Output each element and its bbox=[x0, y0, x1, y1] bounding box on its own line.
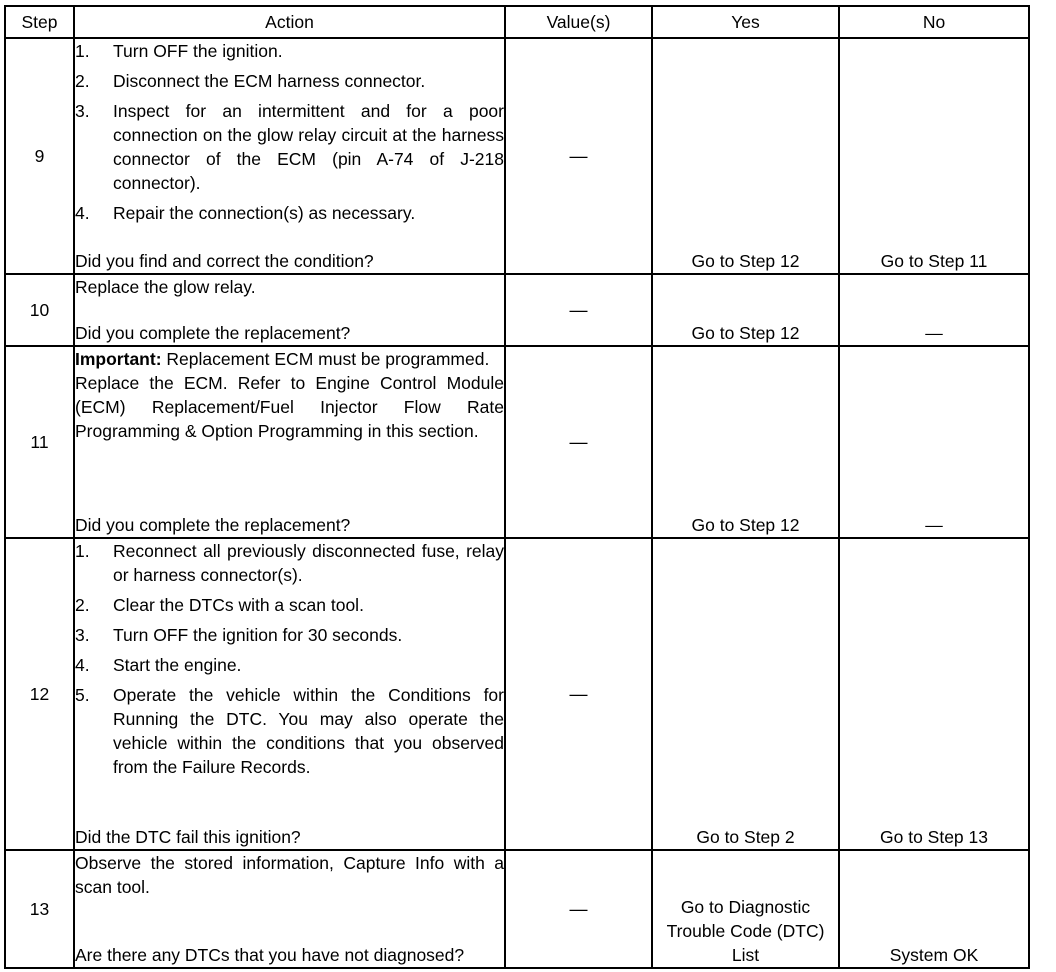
action-text: Replace the ECM. Refer to Engine Control Module (ECM) Replacement/Fuel Injector Flow Rate Programming & Option Programming in this section. bbox=[75, 373, 504, 441]
value-cell: — bbox=[505, 538, 652, 850]
action-cell bbox=[74, 274, 505, 346]
action-question: Did you complete the replacement? bbox=[75, 323, 351, 343]
table-row bbox=[5, 538, 1029, 850]
value-cell: — bbox=[505, 38, 652, 274]
action-question: Did the DTC fail this ignition? bbox=[75, 827, 301, 847]
step-number: 10 bbox=[5, 274, 74, 346]
action-cell bbox=[74, 850, 505, 968]
action-steps bbox=[75, 539, 504, 785]
diagnostic-table bbox=[4, 5, 1030, 969]
header-row bbox=[5, 6, 1029, 38]
list-item: 5. Operate the vehicle within the Conditions for Running the DTC. You may also operate the vehicle within the conditions that you observed from the Failure Records. bbox=[75, 685, 504, 777]
action-question: Did you complete the replacement? bbox=[75, 515, 351, 535]
header-yes: Yes bbox=[652, 6, 839, 38]
important-label: Important: bbox=[75, 349, 162, 369]
important-note bbox=[75, 347, 504, 371]
value-cell: — bbox=[505, 346, 652, 538]
action-question: Did you find and correct the condition? bbox=[75, 251, 374, 271]
no-cell: System OK bbox=[839, 850, 1029, 968]
value-cell: — bbox=[505, 850, 652, 968]
action-text: Observe the stored information, Capture Info with a scan tool. bbox=[75, 853, 504, 897]
header-values: Value(s) bbox=[505, 6, 652, 38]
list-item: 4. Repair the connection(s) as necessary. bbox=[75, 203, 416, 223]
header-action: Action bbox=[74, 6, 505, 38]
yes-cell: Go to Diagnostic Trouble Code (DTC) List bbox=[652, 850, 839, 968]
yes-cell: Go to Step 12 bbox=[652, 346, 839, 538]
header-step: Step bbox=[5, 6, 74, 38]
table-row bbox=[5, 346, 1029, 538]
no-cell: Go to Step 11 bbox=[839, 38, 1029, 274]
table-row bbox=[5, 38, 1029, 274]
no-cell: — bbox=[839, 274, 1029, 346]
action-steps bbox=[75, 39, 504, 231]
important-text: Replacement ECM must be programmed. bbox=[166, 349, 490, 369]
list-item: 1. Turn OFF the ignition. bbox=[75, 41, 283, 61]
no-cell: — bbox=[839, 346, 1029, 538]
header-no: No bbox=[839, 6, 1029, 38]
list-item: 2. Disconnect the ECM harness connector. bbox=[75, 71, 426, 91]
action-cell bbox=[74, 538, 505, 850]
no-cell: Go to Step 13 bbox=[839, 538, 1029, 850]
action-text: Replace the glow relay. bbox=[75, 277, 256, 297]
step-number: 9 bbox=[5, 38, 74, 274]
table-row bbox=[5, 850, 1029, 968]
step-number: 11 bbox=[5, 346, 74, 538]
yes-cell: Go to Step 2 bbox=[652, 538, 839, 850]
list-item: 4. Start the engine. bbox=[75, 655, 242, 675]
action-cell bbox=[74, 346, 505, 538]
list-item: 3. Inspect for an intermittent and for a poor connection on the glow relay circuit at the harness connector of the ECM (pin A-74 of J-218 connector). bbox=[75, 101, 504, 193]
action-question: Are there any DTCs that you have not diagnosed? bbox=[75, 945, 465, 965]
step-number: 13 bbox=[5, 850, 74, 968]
step-number: 12 bbox=[5, 538, 74, 850]
table-row bbox=[5, 274, 1029, 346]
list-item: 2. Clear the DTCs with a scan tool. bbox=[75, 595, 364, 615]
value-cell: — bbox=[505, 274, 652, 346]
list-item: 3. Turn OFF the ignition for 30 seconds. bbox=[75, 625, 403, 645]
yes-cell: Go to Step 12 bbox=[652, 274, 839, 346]
yes-cell: Go to Step 12 bbox=[652, 38, 839, 274]
list-item: 1. Reconnect all previously disconnected fuse, relay or harness connector(s). bbox=[75, 541, 504, 585]
action-cell bbox=[74, 38, 505, 274]
